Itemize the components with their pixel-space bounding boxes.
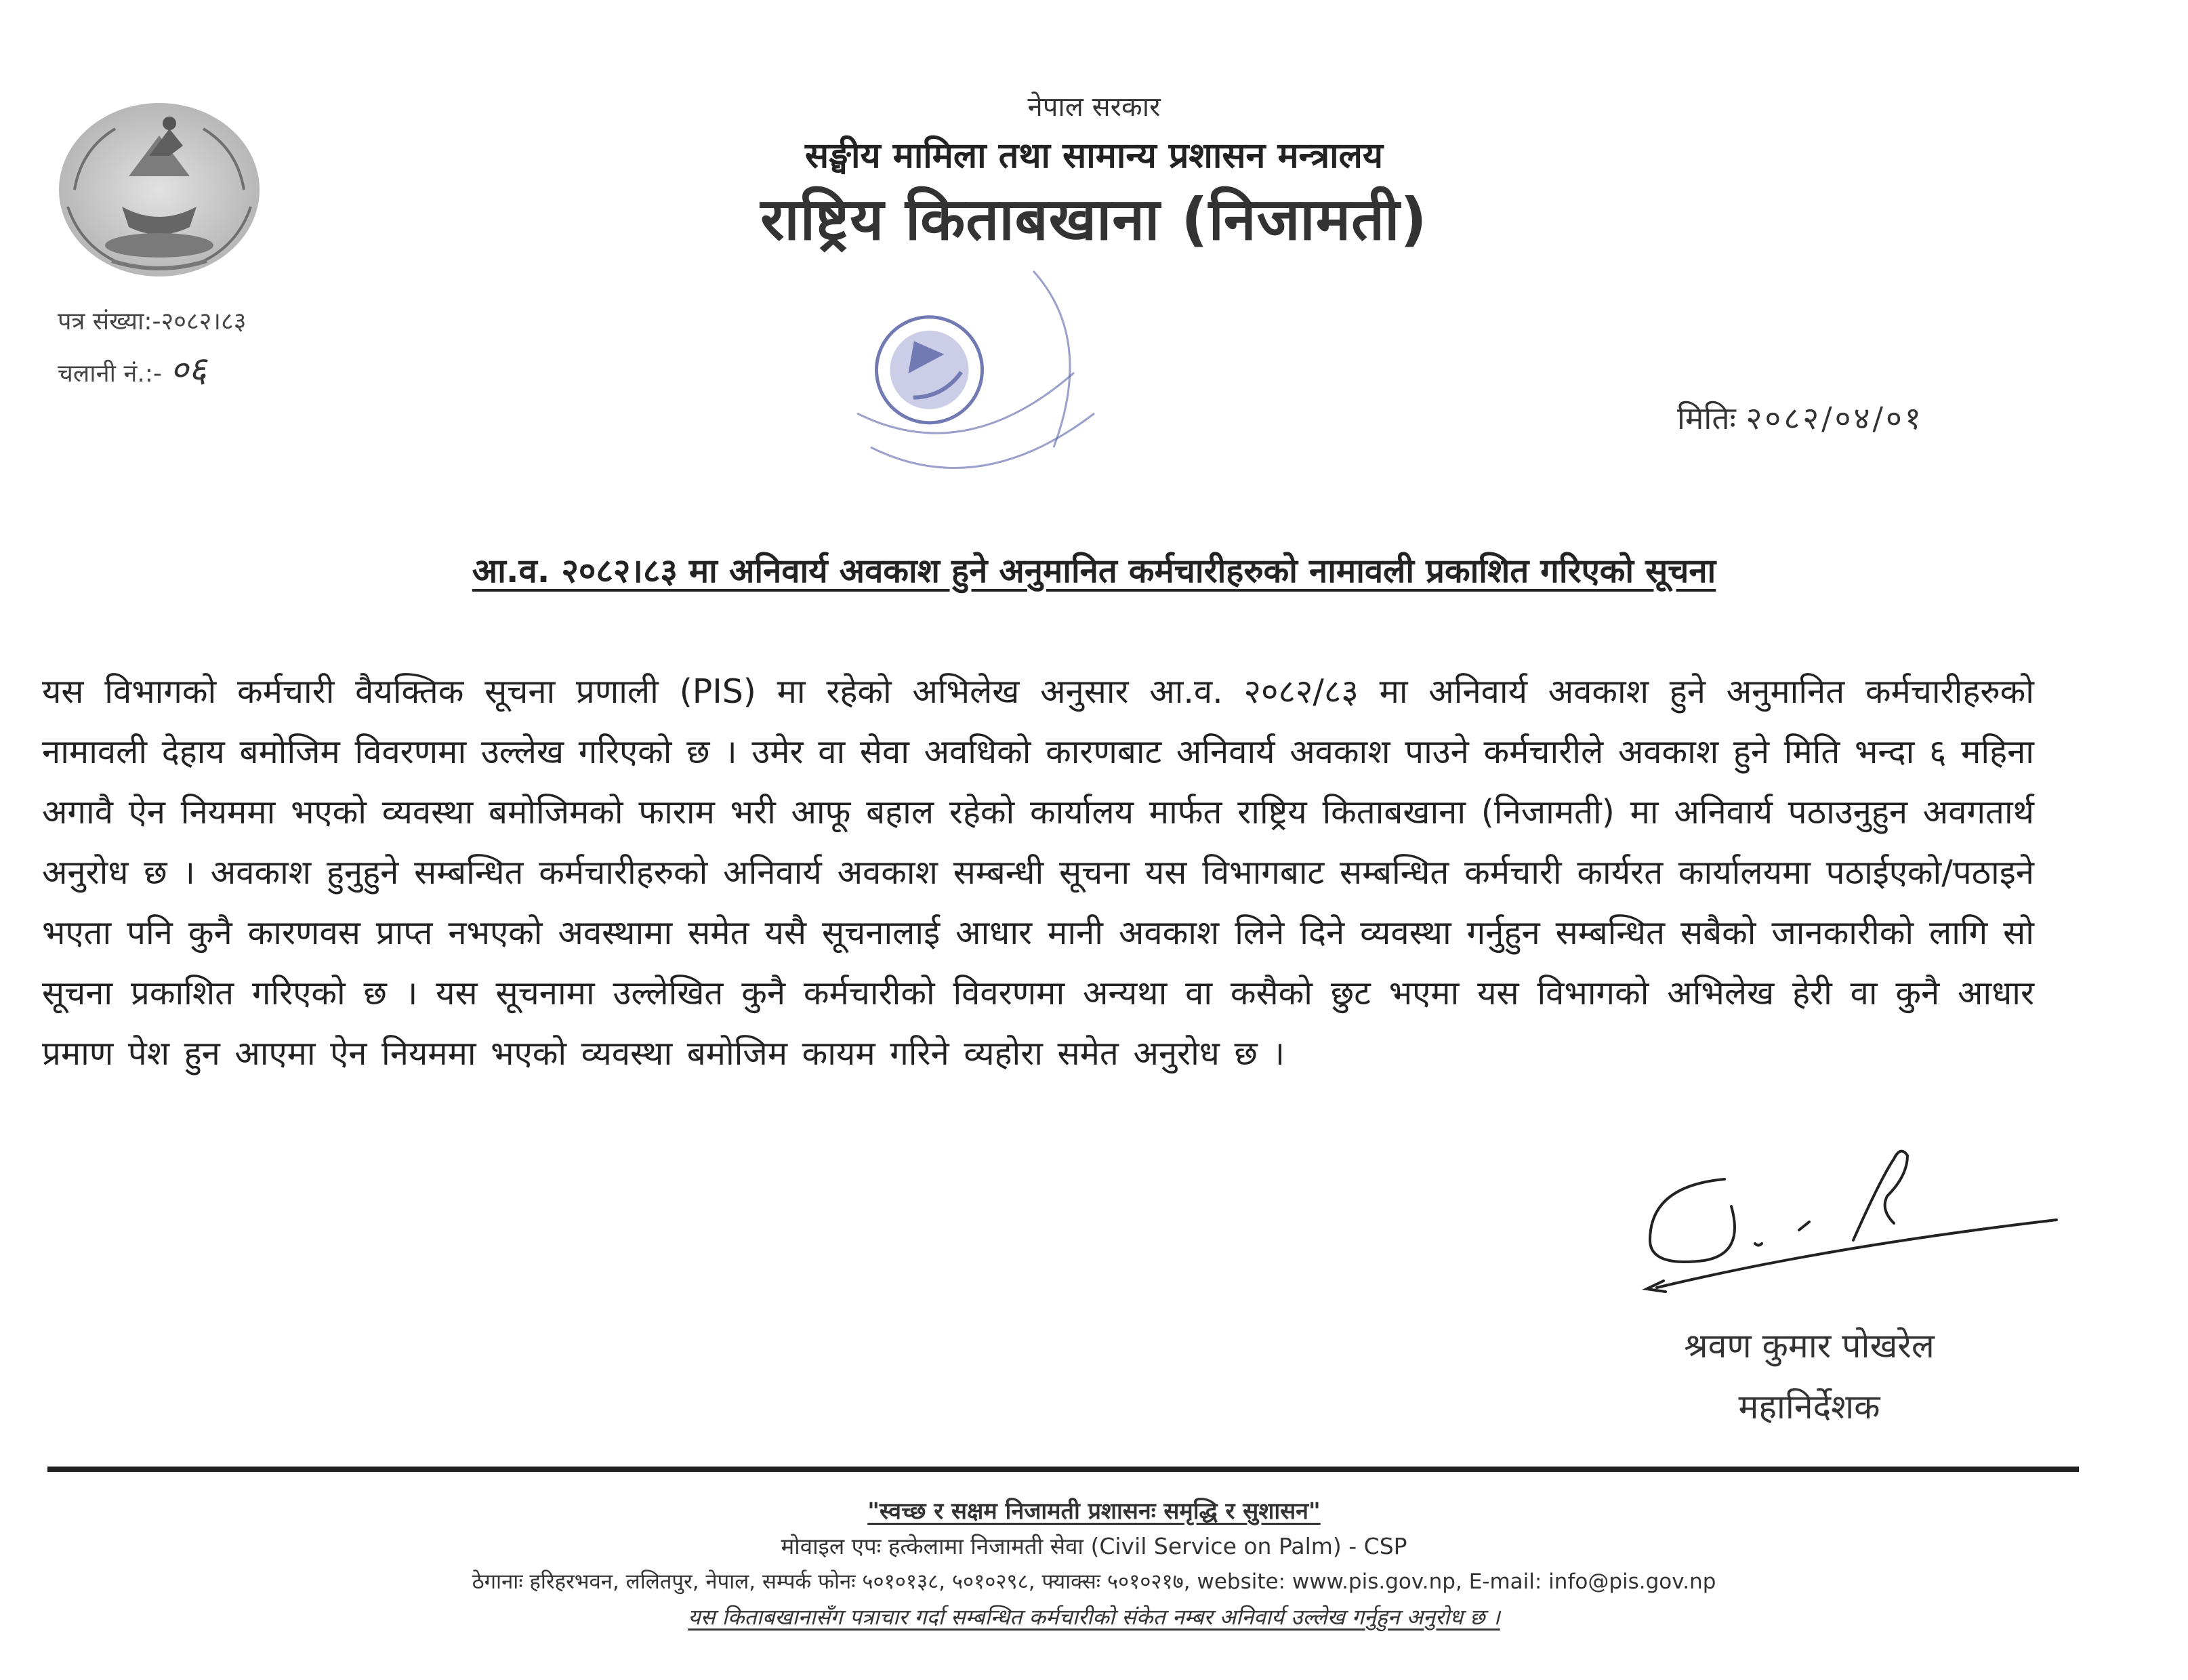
date-value: २०८२/०४/०१: [1746, 400, 1924, 436]
letter-number: पत्र संख्या:-२०८२।८३: [58, 308, 247, 335]
footer-motto: "स्वच्छ र सक्षम निजामती प्रशासनः समृद्धि र सुशासन": [867, 1498, 1321, 1525]
ministry-name: सङ्घीय मामिला तथा सामान्य प्रशासन मन्त्रालय: [804, 136, 1384, 176]
footer-contact: ठेगानाः हरिहरभवन, ललितपुर, नेपाल, सम्पर्क फोनः ५०१०१३८, ५०१०२९८, फ्याक्सः ५०१०२१७, website: www.pis.gov.np, E-mail: info@pis.gov.np: [472, 1570, 1716, 1594]
letter-date: [1677, 396, 1924, 438]
signature-icon: [1623, 1125, 2084, 1301]
signatory-title: महानिर्देशक: [1738, 1387, 1880, 1427]
footer-note: यस किताबखानासँग पत्राचार गर्दा सम्बन्धित कर्मचारीको संकेत नम्बर अनिवार्य उल्लेख गर्नुहुन अनुरोध छ ।: [688, 1604, 1500, 1630]
date-label: मितिः: [1677, 400, 1736, 436]
government-name: नेपाल सरकार: [1027, 91, 1161, 123]
notice-subject: आ.व. २०८२।८३ मा अनिवार्य अवकाश हुने अनुमानित कर्मचारीहरुको नामावली प्रकाशित गरिएको सूचना: [472, 552, 1716, 590]
official-stamp-icon: [810, 244, 1128, 515]
footer-divider: [47, 1467, 2079, 1472]
dispatch-number: [58, 344, 207, 392]
notice-body: यस विभागको कर्मचारी वैयक्तिक सूचना प्रणाली (PIS) मा रहेको अभिलेख अनुसार आ.व. २०८२/८३ मा अनिवार्य अवकाश हुने अनुमानित कर्मचारीहरुको नामावली देहाय बमोजिम विवरणमा उल्लेख गरिएको छ । उमेर वा सेवा अवधिको कारणबाट अनिवार्य अवकाश पाउने कर्मचारीले अवकाश हुने मिति भन्दा ६ महिना अगावै ऐन नियममा भएको व्यवस्था बमोजिमको फाराम भरी आफू बहाल रहेको कार्यालय मार्फत राष्ट्रिय किताबखाना (निजामती) मा अनिवार्य पठाउनुहुन अवगतार्थ अनुरोध छ । अवकाश हुनुहुने सम्बन्धित कर्मचारीहरुको अनिवार्य अवकाश सम्बन्धी सूचना यस विभागबाट सम्बन्धित कर्मचारी कार्यरत कार्यालयमा पठाईएको/पठाइने भएता पनि कुनै कारणवस प्राप्त नभएको अवस्थामा समेत यसै सूचनालाई आधार मानी अवकाश लिने दिने व्यवस्था गर्नुहुन सम्बन्धित सबैको जानकारीको लागि सो सूचना प्रकाशित गरिएको छ । यस सूचनामा उल्लेखित कुनै कर्मचारीको विवरणमा अन्यथा वा कसैको छुट भएमा यस विभागको अभिलेख हेरी वा कुनै आधार प्रमाण पेश हुन आएमा ऐन नियममा भएको व्यवस्था बमोजिम कायम गरिने व्यहोरा समेत अनुरोध छ ।: [42, 672, 2034, 1073]
dispatch-value: ०६: [169, 350, 207, 390]
signatory-name: श्रवण कुमार पोखरेल: [1684, 1326, 1935, 1366]
office-name: राष्ट्रिय किताबखाना (निजामती): [760, 186, 1428, 253]
footer-app-info: मोवाइल एपः हत्केलामा निजामती सेवा (Civil Service on Palm) - CSP: [781, 1533, 1407, 1559]
dispatch-label: चलानी नं.:-: [58, 360, 162, 388]
